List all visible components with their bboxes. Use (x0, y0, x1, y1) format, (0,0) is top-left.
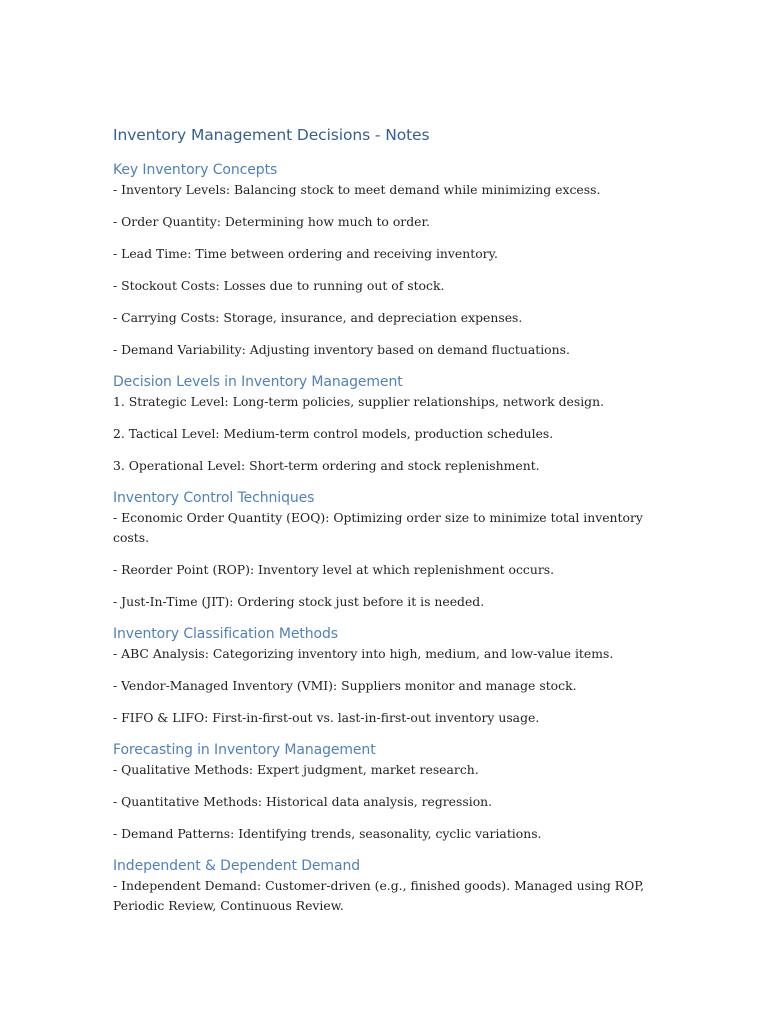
list-item: - Independent Demand: Customer-driven (e.g., finished goods). Managed using ROP, Periodic Review, Continuous Review. (113, 878, 645, 913)
list-item: - Quantitative Methods: Historical data analysis, regression. (113, 794, 493, 809)
list-item: - Demand Patterns: Identifying trends, seasonality, cyclic variations. (113, 826, 542, 841)
list-item: 1. Strategic Level: Long-term policies, supplier relationships, network design. (113, 394, 605, 409)
list-item: - Qualitative Methods: Expert judgment, market research. (113, 762, 479, 777)
section-heading: Independent & Dependent Demand (113, 858, 361, 874)
list-item: - Demand Variability: Adjusting inventory based on demand fluctuations. (113, 342, 570, 357)
section-classification-methods (113, 624, 673, 728)
section-forecasting (113, 740, 673, 844)
section-heading: Forecasting in Inventory Management (113, 742, 376, 758)
document-title: Inventory Management Decisions - Notes (113, 126, 430, 144)
list-item: 3. Operational Level: Short-term ordering and stock replenishment. (113, 458, 540, 473)
section-heading: Key Inventory Concepts (113, 162, 278, 178)
list-item: - Reorder Point (ROP): Inventory level at which replenishment occurs. (113, 562, 555, 577)
list-item: - Carrying Costs: Storage, insurance, and depreciation expenses. (113, 310, 523, 325)
section-decision-levels (113, 372, 673, 476)
section-control-techniques (113, 488, 673, 612)
list-item: - Order Quantity: Determining how much to order. (113, 214, 430, 229)
section-heading: Inventory Control Techniques (113, 490, 315, 506)
list-item: - Economic Order Quantity (EOQ): Optimizing order size to minimize total inventory costs. (113, 510, 643, 545)
section-independent-dependent-demand (113, 856, 673, 916)
list-item: - Vendor-Managed Inventory (VMI): Suppliers monitor and manage stock. (113, 678, 577, 693)
section-heading: Decision Levels in Inventory Management (113, 374, 403, 390)
list-item: - Inventory Levels: Balancing stock to meet demand while minimizing excess. (113, 182, 601, 197)
list-item: - FIFO & LIFO: First-in-first-out vs. last-in-first-out inventory usage. (113, 710, 540, 725)
section-heading: Inventory Classification Methods (113, 626, 339, 642)
list-item: - Just-In-Time (JIT): Ordering stock just before it is needed. (113, 594, 485, 609)
list-item: - Stockout Costs: Losses due to running out of stock. (113, 278, 445, 293)
section-key-concepts (113, 160, 673, 360)
list-item: - ABC Analysis: Categorizing inventory into high, medium, and low-value items. (113, 646, 614, 661)
list-item: 2. Tactical Level: Medium-term control models, production schedules. (113, 426, 554, 441)
document-page (113, 124, 673, 928)
list-item: - Lead Time: Time between ordering and receiving inventory. (113, 246, 498, 261)
